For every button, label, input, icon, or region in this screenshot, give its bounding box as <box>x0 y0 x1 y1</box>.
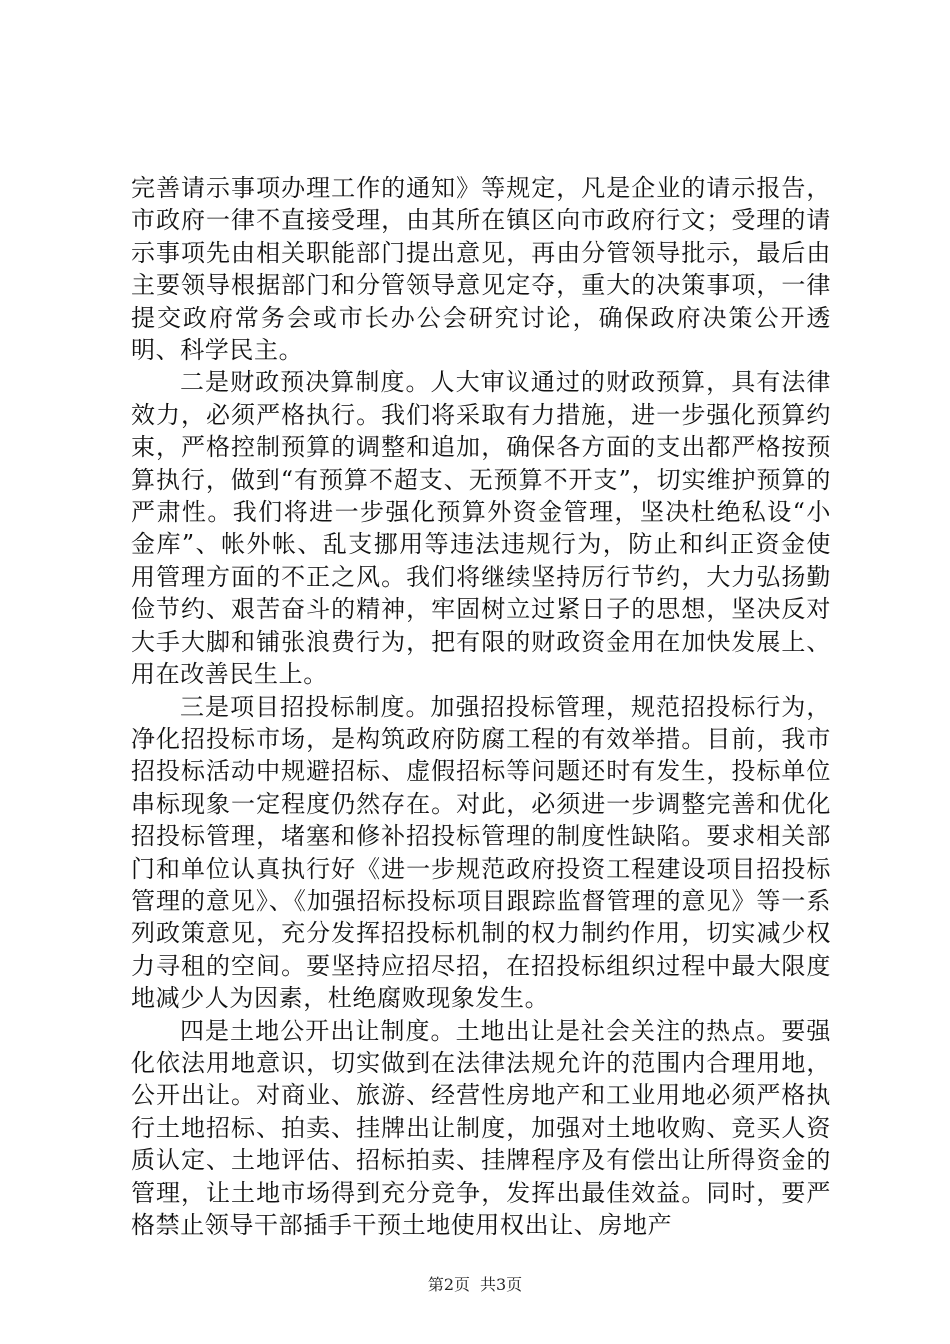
page-footer <box>0 1272 950 1295</box>
page-number: 第2页 <box>427 1275 470 1294</box>
paragraph-4: 四是土地公开出让制度。土地出让是社会关注的热点。要强化依法用地意识，切实做到在法律法规允许的范围内合理用地，公开出让。对商业、旅游、经营性房地产和工业用地必须严格执行土地招标、拍卖、挂牌出让制度，加强对土地收购、竞买人资质认定、土地评估、招标拍卖、挂牌程序及有偿出让所得资金的管理，让土地市场得到充分竞争，发挥出最佳效益。同时，要严格禁止领导干部插手干预土地使用权出让、房地产 <box>131 1016 831 1239</box>
paragraph-3: 三是项目招投标制度。加强招投标管理，规范招投标行为，净化招投标市场，是构筑政府防腐工程的有效举措。目前，我市招投标活动中规避招标、虚假招标等问题还时有发生，投标单位串标现象一定程度仍然存在。对此，必须进一步调整完善和优化招投标管理，堵塞和修补招投标管理的制度性缺陷。要求相关部门和单位认真执行好《进一步规范政府投资工程建设项目招投标管理的意见》、《加强招标投标项目跟踪监督管理的意见》等一系列政策意见，充分发挥招投标机制的权力制约作用，切实减少权力寻租的空间。要坚持应招尽招，在招投标组织过程中最大限度地减少人为因素，杜绝腐败现象发生。 <box>131 692 831 1013</box>
document-body <box>131 172 831 1241</box>
page-total: 共3页 <box>480 1275 523 1294</box>
paragraph-2: 二是财政预决算制度。人大审议通过的财政预算，具有法律效力，必须严格执行。我们将采取有力措施，进一步强化预算约束，严格控制预算的调整和追加，确保各方面的支出都严格按预算执行，做到“有预算不超支、无预算不开支”，切实维护预算的严肃性。我们将进一步强化预算外资金管理，坚决杜绝私设“小金库”、帐外帐、乱支挪用等违法违规行为，防止和纠正资金使用管理方面的不正之风。我们将继续坚持厉行节约，大力弘扬勤俭节约、艰苦奋斗的精神，牢固树立过紧日子的思想，坚决反对大手大脚和铺张浪费行为，把有限的财政资金用在加快发展上、用在改善民生上。 <box>131 368 831 689</box>
paragraph-1: 完善请示事项办理工作的通知》等规定，凡是企业的请示报告，市政府一律不直接受理，由其所在镇区向市政府行文；受理的请示事项先由相关职能部门提出意见，再由分管领导批示，最后由主要领导根据部门和分管领导意见定夺，重大的决策事项，一律提交政府常务会或市长办公会研究讨论，确保政府决策公开透明、科学民主。 <box>131 174 831 365</box>
